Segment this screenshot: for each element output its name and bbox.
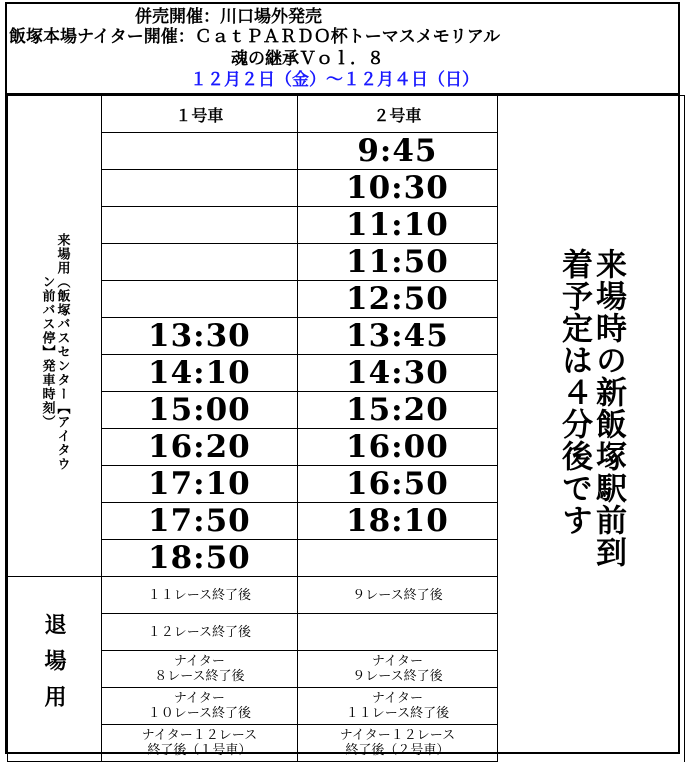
header <box>7 3 678 93</box>
arrival-time-car2: 9:45 <box>297 133 497 170</box>
bus-schedule-table <box>7 95 685 762</box>
arrival-time-car2: 16:50 <box>297 466 497 503</box>
arrival-time-car1: 18:50 <box>102 540 298 577</box>
exit-time-car2: ナイター １１レース終了後 <box>297 688 497 725</box>
header-line-3: 魂の継承Ｖｏｌ．８ <box>231 49 384 69</box>
arrival-note: 来場時の新飯塚駅前到着予定は４分後です <box>556 248 627 568</box>
header-dates: １２月２日（金）～１２月４日（日） <box>190 70 479 90</box>
arrival-time-car2: 13:45 <box>297 318 497 355</box>
arrival-time-car2: 11:10 <box>297 207 497 244</box>
exit-time-car2: ９レース終了後 <box>297 577 497 614</box>
arrival-time-car1: 17:10 <box>102 466 298 503</box>
exit-label-cell <box>8 577 102 762</box>
arrival-time-car2: 12:50 <box>297 281 497 318</box>
column-header-car1: １号車 <box>102 96 298 133</box>
arrival-time-car1 <box>102 244 298 281</box>
exit-time-car1: ナイター １０レース終了後 <box>102 688 298 725</box>
corner-cell <box>8 96 102 133</box>
arrival-side-label-cell <box>8 133 102 577</box>
arrival-time-car1: 13:30 <box>102 318 298 355</box>
exit-time-car1: ナイター１２レース 終了後（１号車） <box>102 725 298 762</box>
arrival-time-car1 <box>102 207 298 244</box>
exit-label: 退場用 <box>41 613 67 721</box>
arrival-time-car2: 14:30 <box>297 355 497 392</box>
arrival-time-car1: 16:20 <box>102 429 298 466</box>
exit-time-car1: １２レース終了後 <box>102 614 298 651</box>
header-line-1: 併売開催：川口場外発売 <box>135 7 322 27</box>
arrival-side-label: 来場用（飯塚バスセンター【アイタウン前バス停】発車時刻） <box>39 233 70 472</box>
arrival-time-car1: 15:00 <box>102 392 298 429</box>
arrival-note-cell <box>498 96 685 762</box>
exit-time-car1: １１レース終了後 <box>102 577 298 614</box>
arrival-time-car2: 10:30 <box>297 170 497 207</box>
arrival-time-car1 <box>102 133 298 170</box>
arrival-time-car2 <box>297 540 497 577</box>
arrival-time-car2: 16:00 <box>297 429 497 466</box>
exit-time-car1: ナイター ８レース終了後 <box>102 651 298 688</box>
arrival-time-car2: 15:20 <box>297 392 497 429</box>
exit-time-car2: ナイター ９レース終了後 <box>297 651 497 688</box>
arrival-time-car1 <box>102 170 298 207</box>
column-header-car2: ２号車 <box>297 96 497 133</box>
exit-time-car2 <box>297 614 497 651</box>
header-line-2: 飯塚本場ナイター開催：ＣａｔＰＡＲＤＯ杯トーマスメモリアル <box>9 27 501 47</box>
arrival-time-car2: 18:10 <box>297 503 497 540</box>
arrival-time-car2: 11:50 <box>297 244 497 281</box>
arrival-time-car1: 17:50 <box>102 503 298 540</box>
arrival-time-car1 <box>102 281 298 318</box>
exit-time-car2: ナイター１２レース 終了後（２号車） <box>297 725 497 762</box>
arrival-time-car1: 14:10 <box>102 355 298 392</box>
